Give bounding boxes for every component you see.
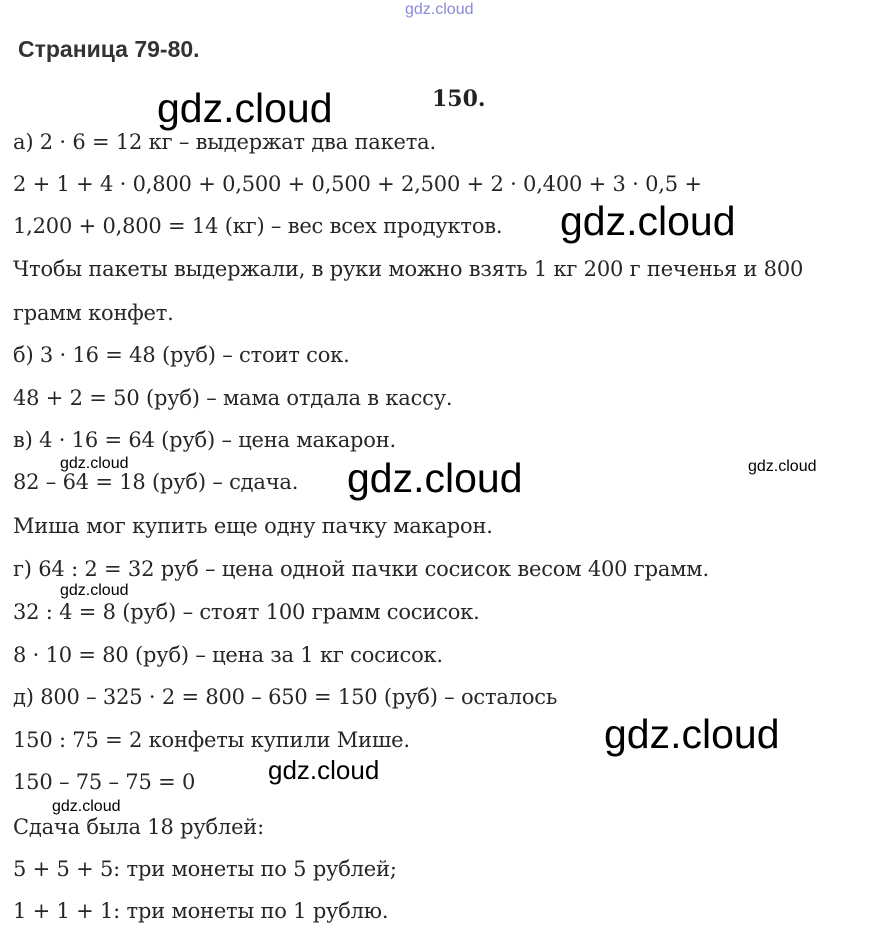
solution-line-b2: 48 + 2 = 50 (руб) – мама отдала в кассу.: [13, 386, 453, 410]
watermark: gdz.cloud: [157, 85, 333, 131]
watermark: gdz.cloud: [748, 458, 817, 475]
watermark: gdz.cloud: [560, 198, 736, 244]
solution-line-d6: 1 + 1 + 1: три монеты по 1 рублю.: [13, 899, 389, 923]
solution-line-v1: в) 4 · 16 = 64 (руб) – цена макарон.: [13, 428, 397, 452]
watermark: gdz.cloud: [347, 455, 523, 501]
watermark: gdz.cloud: [604, 711, 780, 757]
solution-line-d2: 150 : 75 = 2 конфеты купили Мише.: [13, 728, 410, 752]
solution-line-a1: а) 2 · 6 = 12 кг – выдержат два пакета.: [13, 130, 436, 154]
solution-line-g3: 8 · 10 = 80 (руб) – цена за 1 кг сосисок.: [13, 643, 443, 667]
watermark: gdz.cloud: [268, 755, 380, 785]
solution-line-v2: 82 – 64 = 18 (руб) – сдача.: [13, 470, 299, 494]
solution-line-d1: д) 800 – 325 · 2 = 800 – 650 = 150 (руб) – осталось: [13, 685, 558, 709]
watermark-top: gdz.cloud: [405, 1, 474, 18]
solution-line-d5: 5 + 5 + 5: три монеты по 5 рублей;: [13, 857, 397, 881]
watermark: gdz.cloud: [60, 455, 129, 472]
solution-line-a5: грамм конфет.: [13, 301, 174, 325]
solution-line-g1: г) 64 : 2 = 32 руб – цена одной пачки сосисок весом 400 грамм.: [13, 557, 709, 581]
solution-line-d3: 150 – 75 – 75 = 0: [13, 770, 196, 794]
solution-line-g2: 32 : 4 = 8 (руб) – стоят 100 грамм сосисок.: [13, 600, 480, 624]
page-title: Страница 79-80.: [18, 36, 200, 62]
solution-line-b1: б) 3 · 16 = 48 (руб) – стоит сок.: [13, 343, 350, 367]
problem-number: 150.: [432, 86, 486, 112]
solution-line-v3: Миша мог купить еще одну пачку макарон.: [13, 514, 493, 538]
solution-line-a4: Чтобы пакеты выдержали, в руки можно взять 1 кг 200 г печенья и 800: [13, 257, 804, 281]
solution-line-a3: 1,200 + 0,800 = 14 (кг) – вес всех продуктов.: [13, 214, 503, 238]
solution-line-d4: Сдача была 18 рублей:: [13, 815, 264, 839]
watermark: gdz.cloud: [60, 582, 129, 599]
watermark: gdz.cloud: [52, 798, 121, 815]
solution-line-a2: 2 + 1 + 4 · 0,800 + 0,500 + 0,500 + 2,500 + 2 · 0,400 + 3 · 0,5 +: [13, 172, 702, 196]
